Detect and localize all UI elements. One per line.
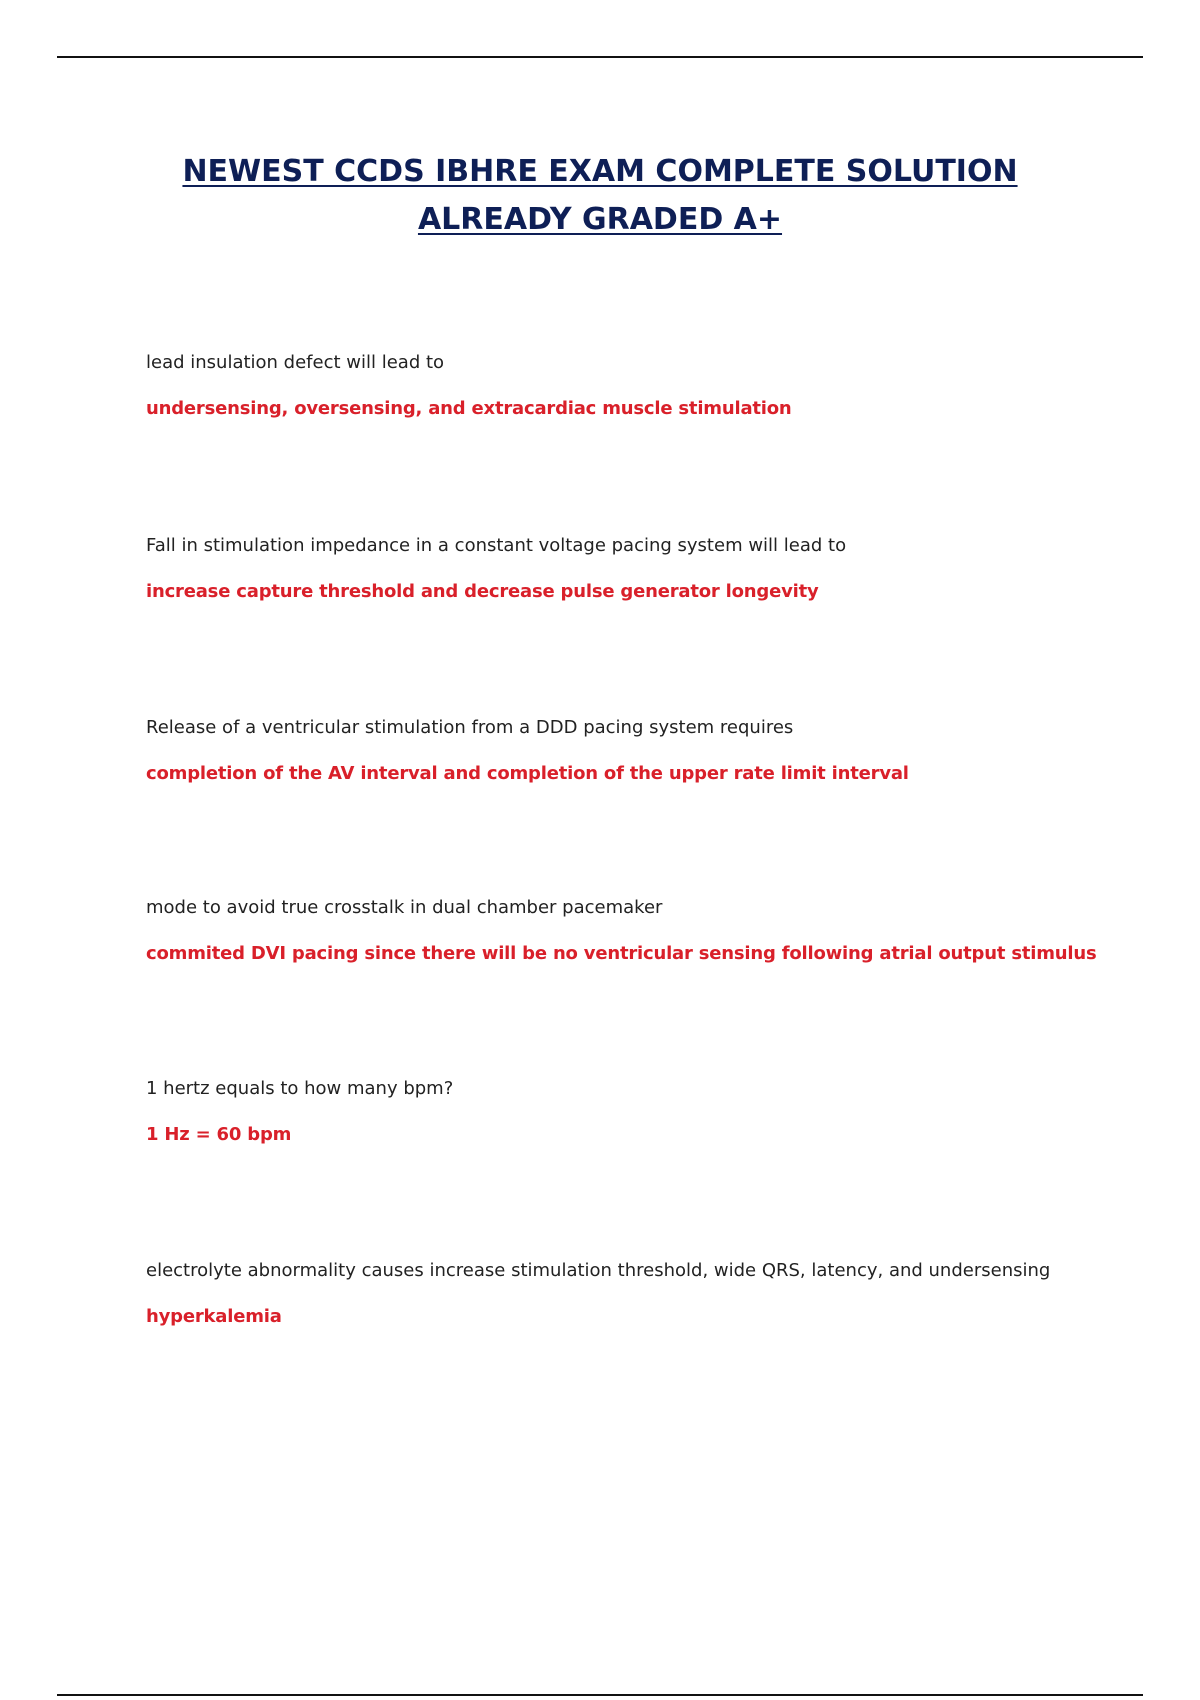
bottom-rule <box>57 1694 1143 1696</box>
document-title <box>57 148 1143 244</box>
qa-item-1 <box>146 351 1146 421</box>
question-text: 1 hertz equals to how many bpm? <box>146 1078 454 1099</box>
answer-text: hyperkalemia <box>146 1306 282 1327</box>
qa-item-4 <box>146 896 1146 966</box>
answer-text: 1 Hz = 60 bpm <box>146 1124 292 1145</box>
qa-item-3 <box>146 716 1146 786</box>
question-text: Release of a ventricular stimulation from a DDD pacing system requires <box>146 717 794 738</box>
answer-text: commited DVI pacing since there will be no ventricular sensing following atrial output stimulus <box>146 943 1097 964</box>
title-line-2: ALREADY GRADED A+ <box>417 202 783 237</box>
title-line-1: NEWEST CCDS IBHRE EXAM COMPLETE SOLUTION <box>182 154 1018 189</box>
question-text: lead insulation defect will lead to <box>146 352 445 373</box>
answer-text: undersensing, oversensing, and extracardiac muscle stimulation <box>146 398 792 419</box>
answer-text: completion of the AV interval and completion of the upper rate limit interval <box>146 763 909 784</box>
top-rule <box>57 56 1143 58</box>
question-text: mode to avoid true crosstalk in dual chamber pacemaker <box>146 897 663 918</box>
qa-item-5 <box>146 1077 1146 1147</box>
qa-item-2 <box>146 534 1146 604</box>
question-text: Fall in stimulation impedance in a constant voltage pacing system will lead to <box>146 535 847 556</box>
answer-text: increase capture threshold and decrease pulse generator longevity <box>146 581 819 602</box>
qa-item-6 <box>146 1259 1146 1329</box>
question-text: electrolyte abnormality causes increase stimulation threshold, wide QRS, latency, and undersensing <box>146 1260 1051 1281</box>
